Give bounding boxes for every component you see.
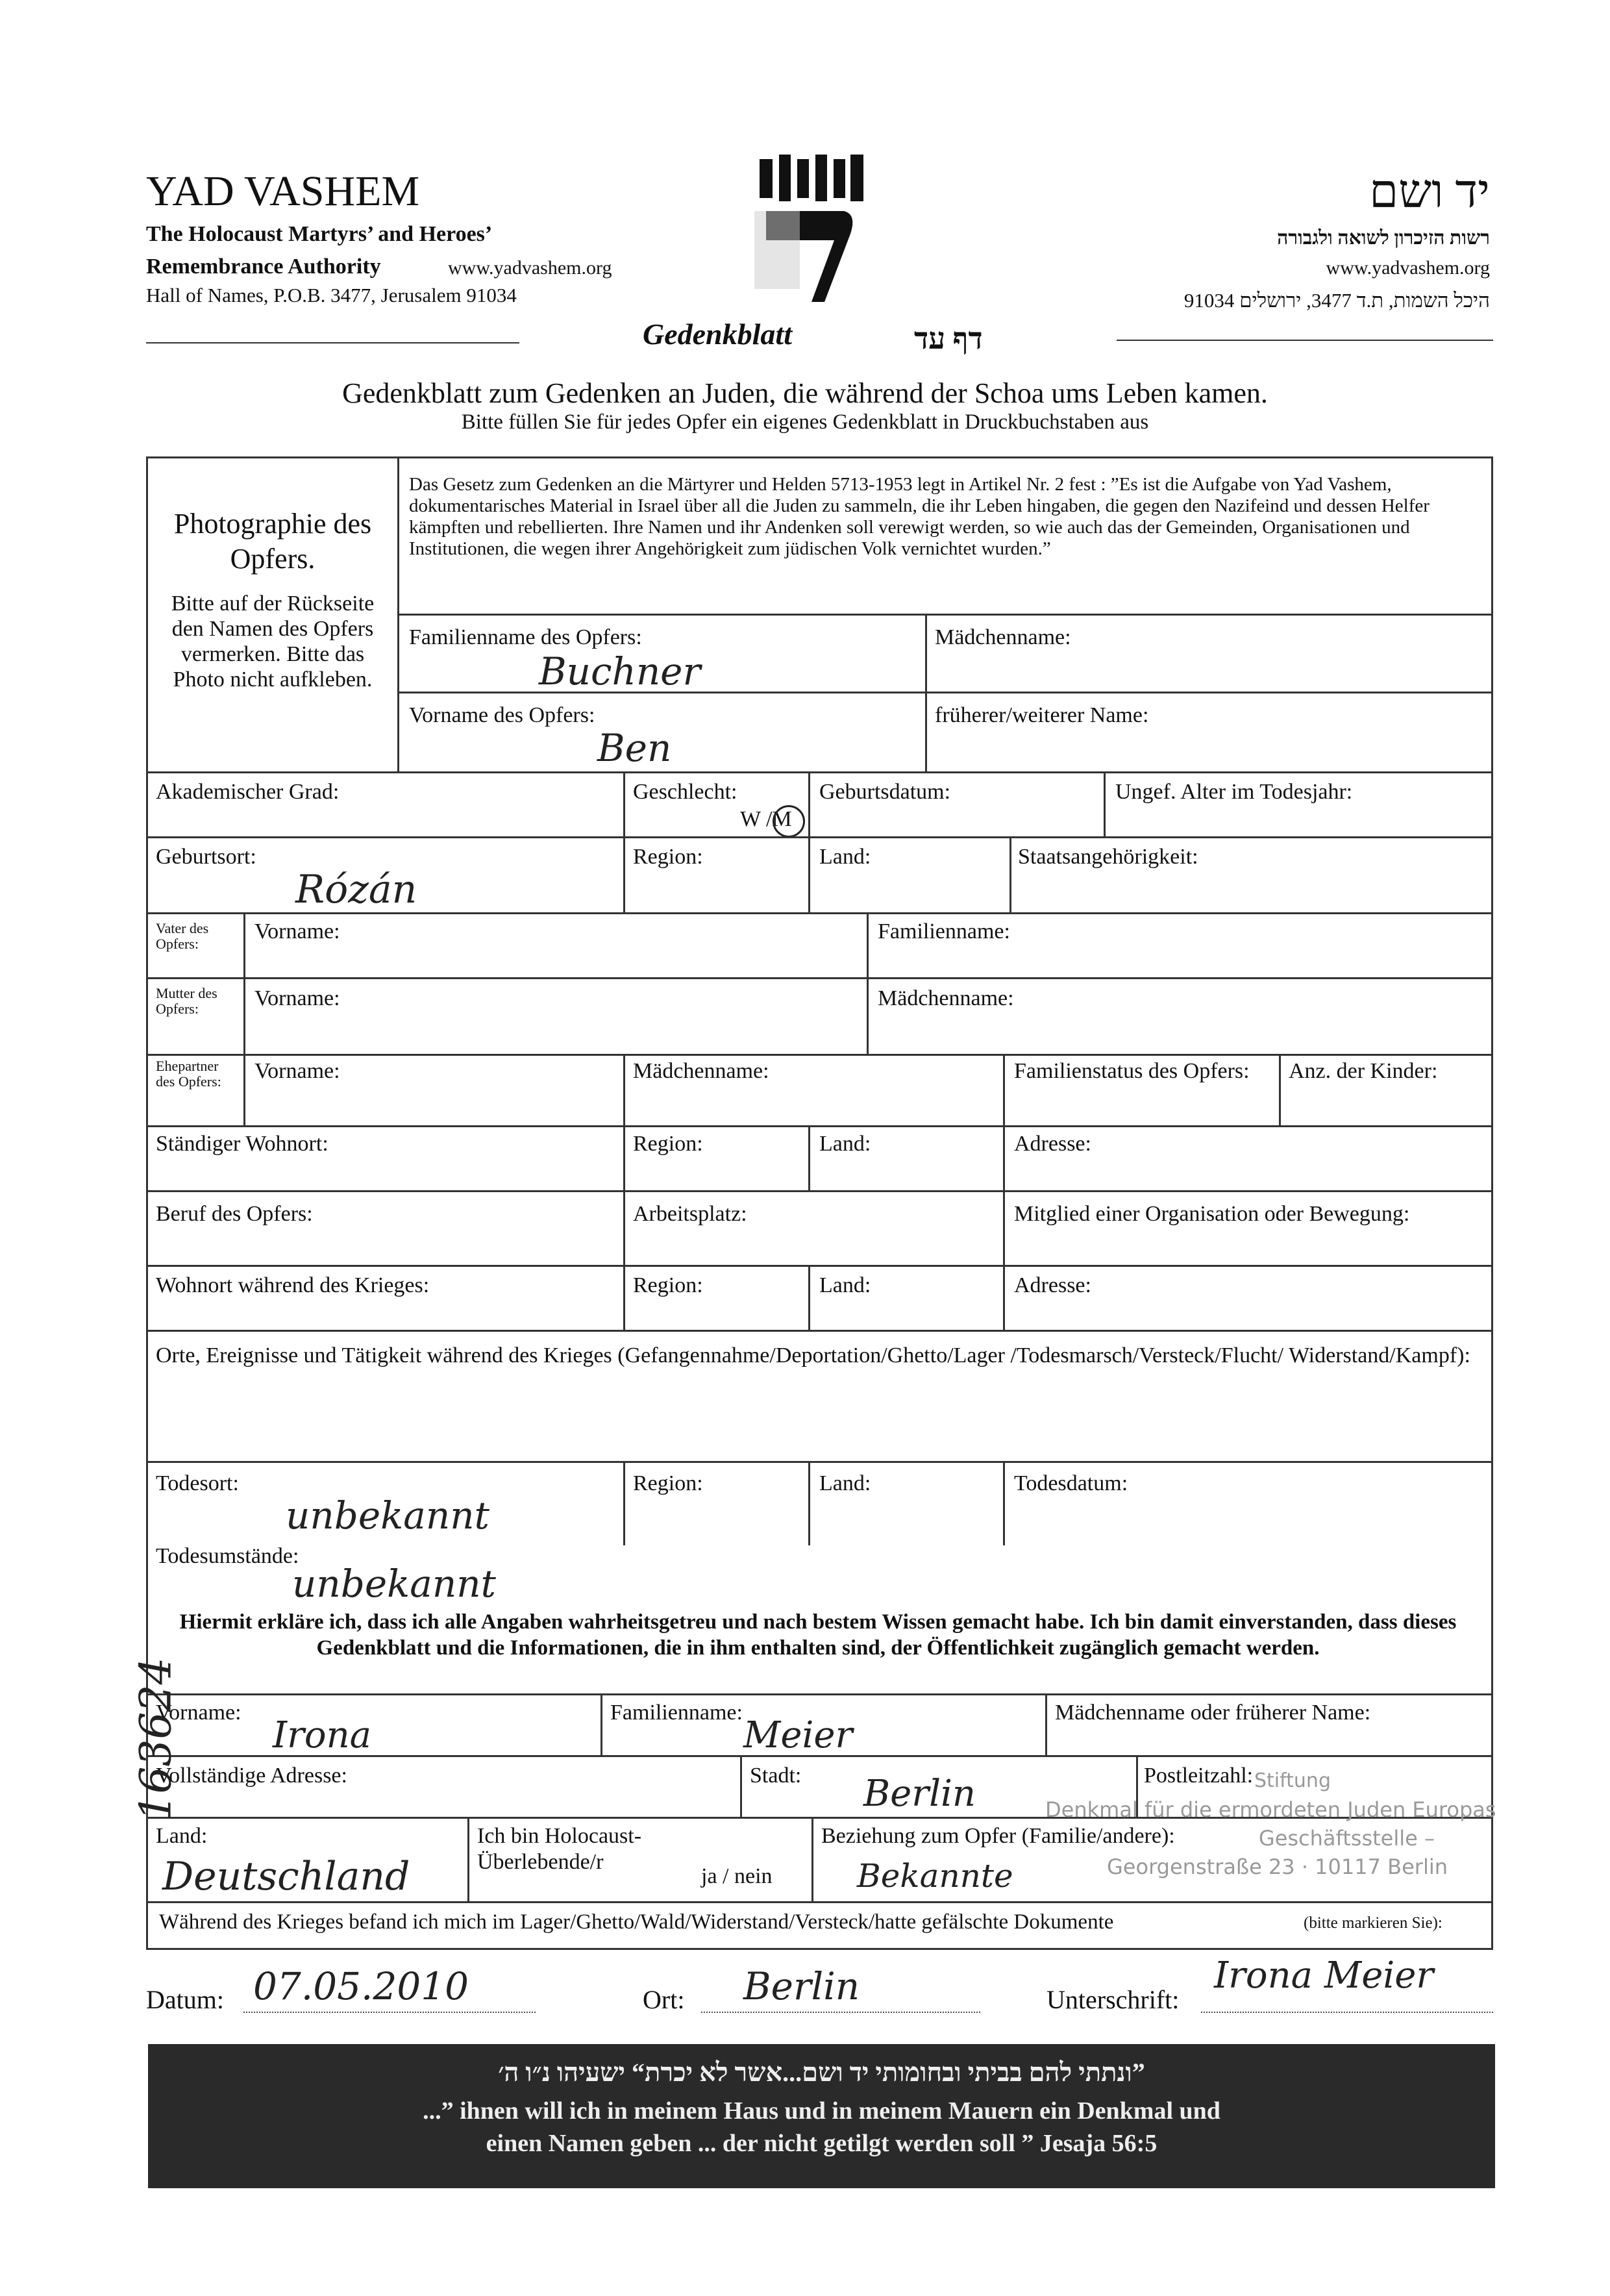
photo-box-title: Photographie des Opfers. xyxy=(173,508,372,575)
label-vorname-opfer: Vorname des Opfers: xyxy=(409,703,595,727)
label-sub-familienname: Familienname: xyxy=(610,1701,743,1725)
label-arbeitsplatz: Arbeitsplatz: xyxy=(633,1202,747,1226)
label-adresse-2: Adresse: xyxy=(1014,1273,1091,1297)
label-bitte-markieren: (bitte markieren Sie): xyxy=(1304,1914,1443,1932)
declaration-text: Hiermit erkläre ich, dass ich alle Angaben wahrheitsgetreu und nach bestem Wissen gemacht habe. Ich bin damit einverstanden, dass dieses Gedenkblatt und die Informationen, die in ihm enthalten sind, der Öffentlichkeit zugänglich gemacht werden. xyxy=(179,1610,1457,1660)
label-stadt: Stadt: xyxy=(750,1764,802,1788)
label-holocaust: Ich bin Holocaust-Überlebende/r xyxy=(477,1824,642,1874)
intro-line-1: Gedenkblatt zum Gedenken an Juden, die während der Schoa ums Leben kamen. xyxy=(342,377,1268,409)
label-familienstatus: Familienstatus des Opfers: xyxy=(1014,1059,1250,1083)
submitter-city[interactable]: Berlin xyxy=(863,1773,976,1815)
label-mutter-vorname: Vorname: xyxy=(254,986,340,1010)
label-land-4: Land: xyxy=(819,1471,871,1495)
gender-options[interactable]: W /M xyxy=(740,807,792,831)
label-sub-land: Land: xyxy=(156,1824,208,1848)
label-ehepartner: Ehepartner des Opfers: xyxy=(156,1058,221,1090)
org-name: YAD VASHEM xyxy=(146,168,420,215)
label-todesumstaende: Todesumstände: xyxy=(156,1544,299,1568)
label-geschlecht: Geschlecht: xyxy=(633,780,737,804)
label-mitglied: Mitglied einer Organisation oder Bewegung: xyxy=(1014,1202,1410,1226)
label-region-1: Region: xyxy=(633,845,703,869)
hebrew-address: היכל השמות, ת.ד 3477, ירושלים 91034 xyxy=(1183,289,1490,312)
form-title-hebrew: דף עד xyxy=(914,322,983,355)
signature[interactable]: Irona Meier xyxy=(1214,1954,1434,1997)
label-unterschrift: Unterschrift: xyxy=(1046,1985,1180,2014)
label-datum: Datum: xyxy=(146,1985,224,2014)
label-sub-vorname: Vorname: xyxy=(156,1701,242,1725)
hebrew-org-subtitle: רשות הזיכרון לשואה ולגבורה xyxy=(1277,227,1490,249)
stamp-line-2: Denkmal für die ermordeten Juden Europas xyxy=(1045,1797,1496,1822)
signature-place[interactable]: Berlin xyxy=(743,1964,860,2008)
submitter-first-name[interactable]: Irona xyxy=(273,1714,372,1756)
label-todesdatum: Todesdatum: xyxy=(1014,1471,1128,1495)
label-region-4: Region: xyxy=(633,1471,703,1495)
label-maedchenname: Mädchenname: xyxy=(935,625,1071,649)
label-wohnort-krieg: Wohnort während des Krieges: xyxy=(156,1273,430,1297)
victim-first-name[interactable]: Ben xyxy=(597,726,672,770)
label-akad-grad: Akademischer Grad: xyxy=(156,780,340,804)
label-geburtsdatum: Geburtsdatum: xyxy=(819,780,951,804)
label-ehe-maedchenname: Mädchenname: xyxy=(633,1059,769,1083)
label-land-1: Land: xyxy=(819,845,871,869)
law-text: Das Gesetz zum Gedenken an die Märtyrer und Helden 5713-1953 legt in Artikel Nr. 2 fest : ”Es ist die Aufgabe von Yad Vashem, dokumentarisches Material in Israel über all die Juden zu sammeln, die ihr Leben hingaben, die gegen den Nazifeind und dessen Helfer kämpften und rebellierten. Ihre Namen und ihr Andenken soll verewigt werden, so wie auch das der Gemeinden, Organisationen und Institutionen, die wegen ihrer Angehörigkeit zum jüdischen Volk vernichtet wurden.” xyxy=(409,474,1430,559)
label-waehrend: Während des Krieges befand ich mich im Lager/Ghetto/Wald/Widerstand/Versteck/hatte gefälschte Dokumente xyxy=(159,1910,1114,1934)
label-region-3: Region: xyxy=(633,1273,703,1297)
victim-family-name[interactable]: Buchner xyxy=(539,649,701,693)
label-wohnort: Ständiger Wohnort: xyxy=(156,1132,328,1156)
label-geburtsort: Geburtsort: xyxy=(156,845,256,869)
label-beziehung: Beziehung zum Opfer (Familie/andere): xyxy=(821,1824,1175,1848)
stamp-line-3: Geschäftsstelle – xyxy=(1258,1826,1435,1851)
label-land-3: Land: xyxy=(819,1273,871,1297)
birthplace[interactable]: Rózán xyxy=(295,867,417,912)
intro-line-2: Bitte füllen Sie für jedes Opfer ein eigenes Gedenkblatt in Druckbuchstaben aus xyxy=(461,410,1149,434)
footer-line-1: ...” ihnen will ich in meinem Haus und in meinem Mauern ein Denkmal und xyxy=(423,2097,1220,2125)
label-alter: Ungef. Alter im Todesjahr: xyxy=(1115,780,1353,804)
label-staatsangehoerigkeit: Staatsangehörigkeit: xyxy=(1018,845,1198,869)
submitter-family-name[interactable]: Meier xyxy=(743,1714,853,1756)
label-mutter-maedchenname: Mädchenname: xyxy=(878,986,1014,1010)
label-plz: Postleitzahl: xyxy=(1144,1764,1254,1788)
signature-date[interactable]: 07.05.2010 xyxy=(253,1964,469,2008)
label-vollst-adresse: Vollständige Adresse: xyxy=(156,1764,347,1788)
label-frueherer-name: früherer/weiterer Name: xyxy=(935,703,1149,727)
relationship[interactable]: Bekannte xyxy=(857,1857,1013,1895)
label-beruf: Beruf des Opfers: xyxy=(156,1202,313,1226)
stamp-line-4: Georgenstraße 23 · 10117 Berlin xyxy=(1107,1854,1448,1879)
label-adresse-1: Adresse: xyxy=(1014,1132,1091,1156)
survivor-yes-no[interactable]: ja / nein xyxy=(701,1864,773,1888)
submitter-country[interactable]: Deutschland xyxy=(162,1854,410,1899)
label-maedchen-frueher: Mädchenname oder früherer Name: xyxy=(1055,1701,1371,1725)
footer-hebrew: ”ונתתי להם בביתי ובחומותי יד ושם...אשר לא יכרת“ ישעיהו נ״ו ה׳ xyxy=(498,2058,1145,2087)
footer-line-2: einen Namen geben ... der nicht getilgt werden soll ” Jesaja 56:5 xyxy=(486,2130,1158,2157)
death-circumstances[interactable]: unbekannt xyxy=(292,1562,496,1606)
stamp-line-1: Stiftung xyxy=(1254,1769,1331,1792)
photo-box-note: Bitte auf der Rückseite den Namen des Opfers vermerken. Bitte das Photo nicht aufkleben. xyxy=(171,592,375,692)
org-subtitle-2: Remembrance Authority xyxy=(146,255,381,279)
institution-stamp xyxy=(1045,1769,1513,1879)
label-vater-familienname: Familienname: xyxy=(878,919,1010,943)
label-ort: Ort: xyxy=(643,1985,685,2014)
label-orte: Orte, Ereignisse und Tätigkeit während des Krieges (Gefangennahme/Deportation/Ghetto/Lager /Todesmarsch/Versteck/Flucht/ Widerstand/Kampf): xyxy=(156,1343,1470,1367)
org-subtitle-1: The Holocaust Martyrs’ and Heroes’ xyxy=(146,222,493,246)
label-kinder: Anz. der Kinder: xyxy=(1289,1059,1438,1083)
label-mutter: Mutter des Opfers: xyxy=(156,985,217,1017)
org-website: www.yadvashem.org xyxy=(448,257,612,279)
label-todesort: Todesort: xyxy=(156,1471,239,1495)
org-address: Hall of Names, P.O.B. 3477, Jerusalem 91034 xyxy=(146,284,517,306)
label-region-2: Region: xyxy=(633,1132,703,1156)
gender-circle-mark xyxy=(773,805,805,838)
hebrew-org-name: יד ושם xyxy=(1369,166,1490,218)
label-vater-vorname: Vorname: xyxy=(254,919,340,943)
label-vater: Vater des Opfers: xyxy=(156,920,209,952)
label-land-2: Land: xyxy=(819,1132,871,1156)
margin-number: 163624 xyxy=(130,1657,181,1821)
label-familienname: Familienname des Opfers: xyxy=(409,625,642,649)
hebrew-website: www.yadvashem.org xyxy=(1326,257,1490,279)
death-place[interactable]: unbekannt xyxy=(286,1493,489,1538)
label-ehe-vorname: Vorname: xyxy=(254,1059,340,1083)
form-title: Gedenkblatt xyxy=(643,318,792,351)
yad-vashem-logo xyxy=(753,149,870,305)
footer-banner xyxy=(148,2044,1495,2188)
